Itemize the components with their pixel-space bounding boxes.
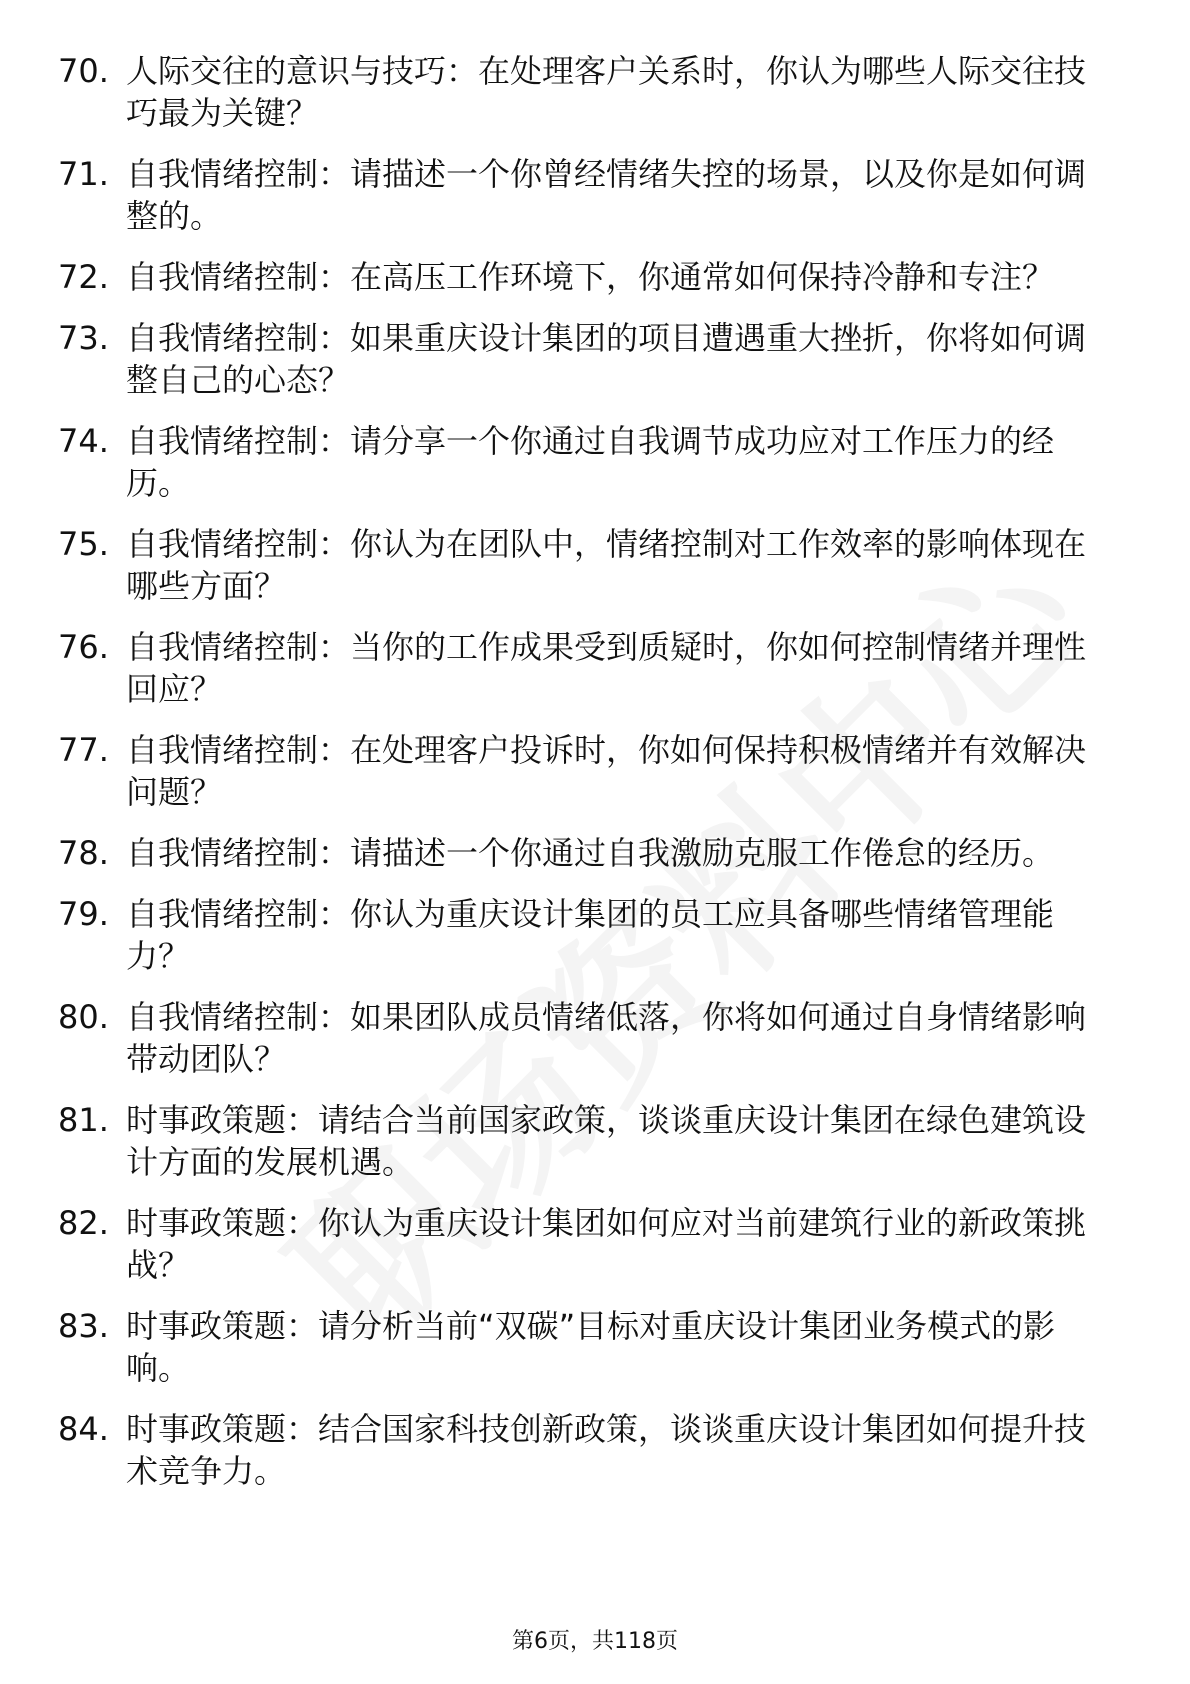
question-text: 自我情绪控制：如果重庆设计集团的项目遭遇重大挫折，你将如何调整自己的心态？ (126, 319, 1087, 399)
question-item (58, 256, 1108, 298)
question-item (58, 1099, 1108, 1183)
question-number: 73. (58, 319, 109, 357)
question-number: 70. (58, 52, 109, 90)
question-number: 71. (58, 155, 109, 193)
question-number: 77. (58, 731, 109, 769)
question-item (58, 996, 1108, 1080)
question-item (58, 420, 1108, 504)
question-text: 时事政策题：结合国家科技创新政策，谈谈重庆设计集团如何提升技术竞争力。 (126, 1410, 1087, 1490)
question-text: 自我情绪控制：请描述一个你通过自我激励克服工作倦怠的经历。 (126, 834, 1055, 872)
question-item (58, 1202, 1108, 1286)
question-item (58, 317, 1108, 401)
question-item (58, 893, 1108, 977)
question-number: 84. (58, 1410, 109, 1448)
question-text: 自我情绪控制：请描述一个你曾经情绪失控的场景，以及你是如何调整的。 (126, 155, 1087, 235)
question-item (58, 1408, 1108, 1492)
question-list (58, 50, 1108, 1511)
question-text: 时事政策题：请结合当前国家政策，谈谈重庆设计集团在绿色建筑设计方面的发展机遇。 (126, 1101, 1087, 1181)
question-text: 自我情绪控制：你认为重庆设计集团的员工应具备哪些情绪管理能力？ (126, 895, 1055, 975)
question-text: 时事政策题：请分析当前“双碳”目标对重庆设计集团业务模式的影响。 (126, 1307, 1056, 1387)
question-text: 自我情绪控制：请分享一个你通过自我调节成功应对工作压力的经历。 (126, 422, 1055, 502)
question-item (58, 50, 1108, 134)
question-item (58, 626, 1108, 710)
question-number: 78. (58, 834, 109, 872)
question-text: 人际交往的意识与技巧：在处理客户关系时，你认为哪些人际交往技巧最为关键？ (126, 52, 1087, 132)
question-text: 自我情绪控制：当你的工作成果受到质疑时，你如何控制情绪并理性回应？ (126, 628, 1087, 708)
question-number: 81. (58, 1101, 109, 1139)
question-text: 自我情绪控制：你认为在团队中，情绪控制对工作效率的影响体现在哪些方面？ (126, 525, 1087, 605)
question-text: 自我情绪控制：如果团队成员情绪低落，你将如何通过自身情绪影响带动团队？ (126, 998, 1087, 1078)
page-footer: 第6页，共118页 (512, 1629, 678, 1654)
question-number: 75. (58, 525, 109, 563)
question-number: 79. (58, 895, 109, 933)
question-number: 76. (58, 628, 109, 666)
question-number: 72. (58, 258, 109, 296)
question-item (58, 832, 1108, 874)
question-item (58, 729, 1108, 813)
question-item (58, 523, 1108, 607)
question-text: 自我情绪控制：在高压工作环境下，你通常如何保持冷静和专注？ (126, 258, 1055, 296)
question-number: 82. (58, 1204, 109, 1242)
question-number: 80. (58, 998, 109, 1036)
question-item (58, 1305, 1108, 1389)
question-item (58, 153, 1108, 237)
question-text: 自我情绪控制：在处理客户投诉时，你如何保持积极情绪并有效解决问题？ (126, 731, 1087, 811)
question-text: 时事政策题：你认为重庆设计集团如何应对当前建筑行业的新政策挑战？ (126, 1204, 1087, 1284)
question-number: 83. (58, 1307, 109, 1345)
question-number: 74. (58, 422, 109, 460)
